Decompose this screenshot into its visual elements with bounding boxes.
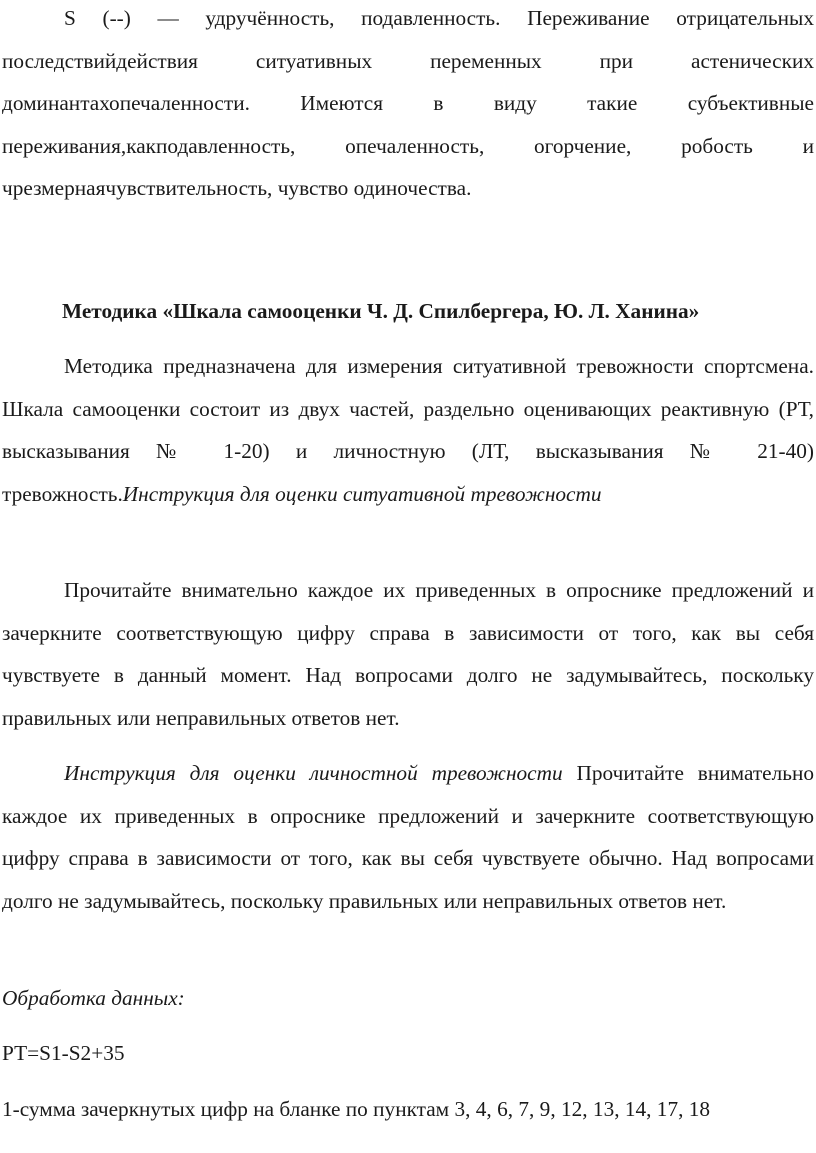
paragraph-method-description — [2, 345, 814, 515]
method-description-text: Методика предназначена для измерения ситуативной тревожности спортсмена. Шкала самооценки состоит из двух частей, раздельно оценивающих реактивную (РТ, высказывания № 1-20) и личностную (ЛТ, высказывания № 21-40) тревожность. — [2, 354, 814, 506]
paragraph-situational-instruction: Прочитайте внимательно каждое их приведенных в опроснике предложений и зачеркните соответствующую цифру справа в зависимости от того, как вы себя чувствуете в данный момент. Над вопросами долго не задумывайтесь, поскольку правильных или неправильных ответов нет. — [2, 578, 814, 730]
paragraph-personal-instruction — [2, 752, 814, 922]
personal-instruction-text: Прочитайте внимательно каждое их приведенных в опроснике предложений и зачеркните соответствующую цифру справа в зависимости от того, как вы себя чувствуете обычно. Над вопросами долго не задумывайтесь, поскольку правильных или неправильных ответов нет. — [2, 761, 814, 913]
method-heading: Методика «Шкала самооценки Ч. Д. Спилбергера, Ю. Л. Ханина» — [62, 299, 700, 323]
sum-description-line: 1-сумма зачеркнутых цифр на бланке по пунктам 3, 4, 6, 7, 9, 12, 13, 14, 17, 18 — [2, 1097, 711, 1121]
paragraph-depression-definition: S (--) — удручённость, подавленность. Переживание отрицательных последствийдействия ситуативных переменных при астенических доминантахопечаленности. Имеются в виду такие субъективные переживания,какподавленность, опечаленность, огорчение, робость и чрезмернаячувствительность, чувство одиночества. — [2, 6, 814, 200]
personal-instruction-title: Инструкция для оценки личностной тревожности — [64, 761, 563, 785]
processing-label: Обработка данных: — [2, 986, 185, 1010]
formula-line: РТ=S1-S2+35 — [2, 1041, 125, 1065]
situational-instruction-title: Инструкция для оценки ситуативной тревожности — [122, 481, 602, 506]
